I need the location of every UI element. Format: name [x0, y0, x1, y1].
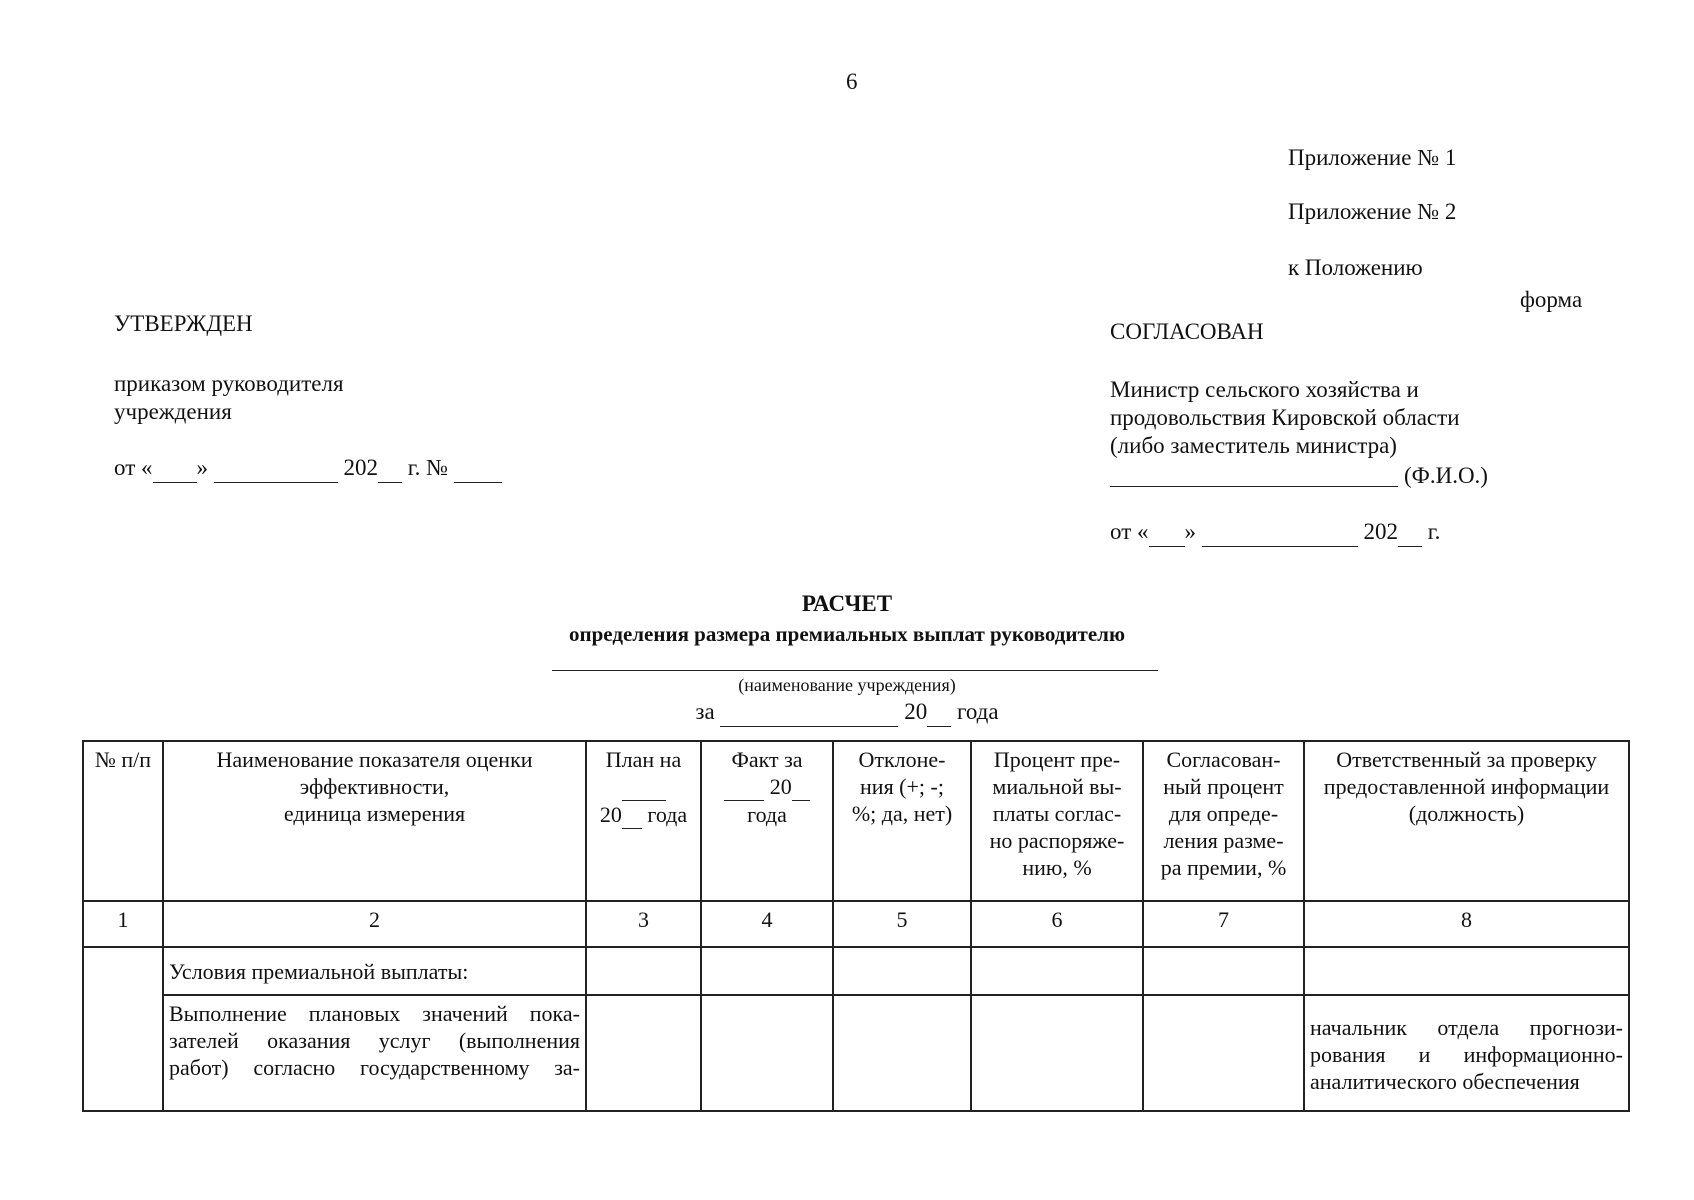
empty-cell	[701, 947, 833, 995]
header-agreed-percent: Согласован- ный процент для опреде- ления разме- ра премии, %	[1143, 741, 1304, 901]
institution-name-line	[552, 670, 1158, 671]
empty-cell	[971, 947, 1143, 995]
column-numbers-row	[83, 901, 1629, 947]
plan-year: 20	[599, 802, 622, 827]
agreed-line-3: (либо заместитель министра)	[1110, 433, 1397, 458]
indicator-line-3: работ) согласно государственному за-	[169, 1055, 580, 1080]
fact-blank	[724, 773, 764, 801]
empty-cell	[833, 995, 971, 1111]
day-blank	[1149, 518, 1185, 547]
page-number: 6	[846, 69, 858, 94]
header-premium-percent: Процент пре- миальной вы- платы соглас- но распоряже- нию, %	[971, 741, 1143, 901]
year-prefix: 202	[343, 455, 378, 480]
date-mid: »	[1184, 519, 1196, 544]
header-deviation: Отклоне- ния (+; -; %; да, нет)	[833, 741, 971, 901]
day-blank	[153, 454, 197, 483]
column-number: 5	[833, 901, 971, 947]
appendix-line-3: к Положению	[1288, 255, 1423, 280]
year-blank	[378, 454, 402, 483]
date-prefix: от «	[1110, 519, 1149, 544]
indicator-line-2: зателей оказания услуг (выполнения	[169, 1028, 580, 1053]
signature-line	[1110, 486, 1398, 487]
column-number: 1	[83, 901, 163, 947]
column-number: 8	[1304, 901, 1629, 947]
column-number: 7	[1143, 901, 1304, 947]
header-indicator-name: Наименование показателя оценки эффективности, единица измерения	[163, 741, 586, 901]
fact-label: Факт за	[731, 747, 803, 772]
document-title: РАСЧЕТ	[801, 591, 893, 616]
fact-year-blank	[792, 773, 810, 801]
month-blank	[214, 454, 338, 483]
approved-title: УТВЕРЖДЕН	[114, 311, 253, 336]
responsible-line-3: аналитического обеспечения	[1310, 1069, 1580, 1094]
header-number: № п/п	[83, 741, 163, 901]
empty-cell	[1143, 995, 1304, 1111]
empty-cell	[1304, 947, 1629, 995]
premium-calculation-table	[82, 740, 1630, 1112]
institution-caption: (наименование учреждения)	[738, 675, 956, 695]
fact-suffix: года	[747, 802, 787, 827]
agreed-date-line	[1110, 518, 1440, 547]
empty-cell	[586, 947, 701, 995]
approved-date-line	[114, 454, 502, 483]
agreed-line-2: продовольствия Кировской области	[1110, 405, 1460, 430]
period-suffix: года	[956, 699, 999, 724]
agreed-title: СОГЛАСОВАН	[1110, 319, 1264, 344]
responsible-line-1: начальник отдела прогнози-	[1310, 1015, 1623, 1040]
order-number-label: г. №	[407, 455, 449, 480]
conditions-label: Условия премиальной выплаты:	[163, 947, 586, 995]
order-number-blank	[454, 454, 502, 483]
period-year-blank	[927, 698, 951, 727]
year-blank	[1398, 518, 1422, 547]
row-number-cell	[83, 947, 163, 1111]
year-suffix: г.	[1427, 519, 1441, 544]
appendix-line-1: Приложение № 1	[1288, 145, 1457, 170]
document-subtitle: определения размера премиальных выплат руководителю	[569, 622, 1125, 646]
column-number: 6	[971, 901, 1143, 947]
plan-label: План на	[605, 747, 682, 772]
appendix-line-2: Приложение № 2	[1288, 199, 1457, 224]
year-prefix: 202	[1363, 519, 1398, 544]
table-row	[83, 995, 1629, 1111]
header-responsible: Ответственный за проверку предоставленной информации (должность)	[1304, 741, 1629, 901]
empty-cell	[833, 947, 971, 995]
indicator-description	[163, 995, 586, 1111]
agreed-line-1: Министр сельского хозяйства и	[1110, 377, 1419, 402]
approved-line-2: учреждения	[114, 399, 232, 424]
empty-cell	[971, 995, 1143, 1111]
plan-suffix: года	[647, 802, 688, 827]
period-year: 20	[904, 699, 928, 724]
header-plan	[586, 741, 701, 901]
period-blank	[720, 698, 898, 727]
column-number: 2	[163, 901, 586, 947]
responsible-line-2: рования и информационно-	[1310, 1042, 1623, 1067]
responsible-position	[1304, 995, 1629, 1111]
indicator-line-1: Выполнение плановых значений пока-	[169, 1001, 580, 1026]
approved-line-1: приказом руководителя	[114, 371, 344, 396]
form-label: форма	[1520, 287, 1583, 312]
plan-blank	[622, 773, 666, 801]
table-row	[83, 947, 1629, 995]
column-number: 4	[701, 901, 833, 947]
fact-year: 20	[769, 774, 792, 799]
empty-cell	[701, 995, 833, 1111]
month-blank	[1202, 518, 1358, 547]
empty-cell	[1143, 947, 1304, 995]
date-prefix: от «	[114, 455, 153, 480]
fio-caption: (Ф.И.О.)	[1404, 463, 1488, 488]
header-row	[83, 741, 1629, 901]
empty-cell	[586, 995, 701, 1111]
period-line	[0, 698, 1694, 727]
plan-year-blank	[622, 801, 642, 829]
period-prefix: за	[695, 699, 715, 724]
column-number: 3	[586, 901, 701, 947]
date-mid: »	[196, 455, 208, 480]
header-fact	[701, 741, 833, 901]
